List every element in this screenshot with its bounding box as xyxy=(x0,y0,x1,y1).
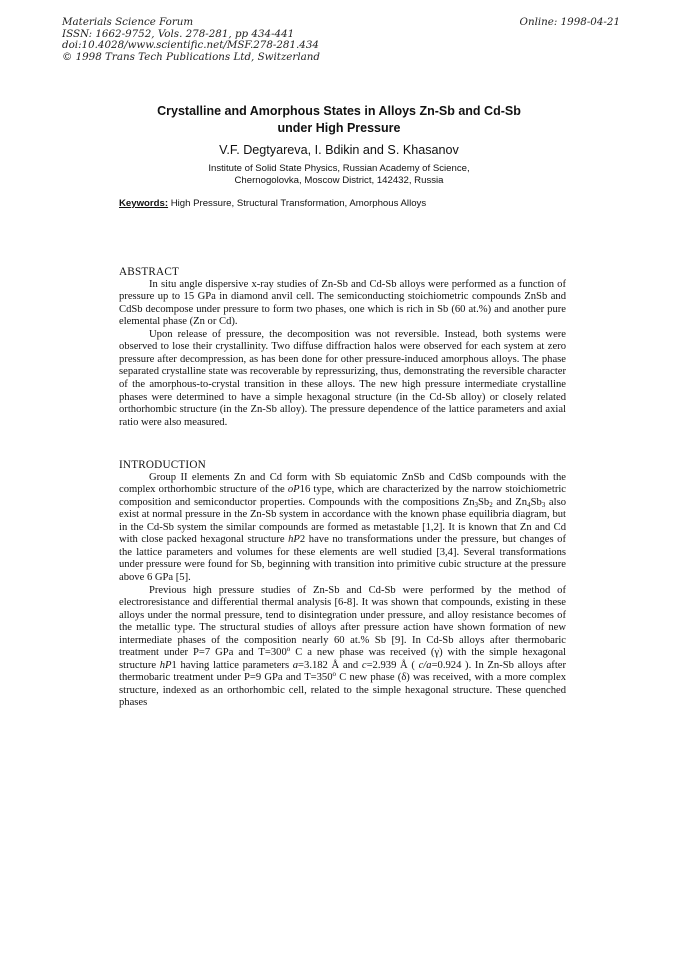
copyright-line: © 1998 Trans Tech Publications Ltd, Switzerland xyxy=(62,50,320,63)
text-run: Group II elements Zn and Cd form with Sb equiatomic ZnSb and CdSb compounds with the complex orthorhombic structure of the xyxy=(119,471,566,496)
text-run: =3.182 Å and xyxy=(298,659,362,671)
doi-line: doi:10.4028/www.scientific.net/MSF.278-281.434 xyxy=(62,39,319,52)
text-run: have no transformations under the pressure, but changes of the lattice parameters and volumes for these elements are well studied [3,4]. Several transformations under pressure were found for Sb, beginning with transition into primitive cubic structure at the pressure above 6 GPa [5]. xyxy=(119,534,566,583)
subscript: 2 xyxy=(489,500,493,509)
lattice-a-symbol: a xyxy=(292,659,299,671)
text-run: C new phase (δ) was received, with a more complex structure, indexed as an orthorhombic cell, related to the simple hexagonal structure. These quenched phases xyxy=(119,672,566,709)
authors: V.F. Degtyareva, I. Bdikin and S. Khasanov xyxy=(219,143,459,157)
introduction-section xyxy=(119,459,566,710)
title-line-2: under High Pressure xyxy=(277,120,401,135)
keywords-label: Keywords: xyxy=(119,198,169,209)
pearson-symbol: hP xyxy=(288,534,300,546)
subscript: 4 xyxy=(527,500,531,509)
title-line-1: Crystalline and Amorphous States in Alloys Zn-Sb and Cd-Sb xyxy=(157,104,521,118)
affiliation-line-1: Institute of Solid State Physics, Russian Academy of Science, xyxy=(208,163,470,174)
text-run: Previous high pressure studies of Zn-Sb and Cd-Sb were performed by the method of electroresistance and differential thermal analysis [6-8]. It was shown that compounds, existing in these alloys under the normal pressure, tend to disintegration under pressure, and alloy resistance becomes of the metallic type. The structural studies of alloys after pressure action have shown formation of new intermediate phases of the composition nearly 60 at.% Sb [9]. In Cd-Sb alloys after thermobaric treatment under P=7 GPa and T=300 xyxy=(119,584,566,659)
paper-title xyxy=(60,103,618,136)
axial-ratio-symbol: c/a xyxy=(418,659,432,671)
abstract-heading: ABSTRACT xyxy=(119,266,180,278)
degree-superscript: o xyxy=(332,670,337,679)
text-run: having lattice parameters xyxy=(176,659,293,671)
text-run: 1 xyxy=(171,659,177,671)
journal-header xyxy=(62,17,320,63)
text-run: Sb xyxy=(478,496,490,508)
text-run: and Zn xyxy=(492,496,528,508)
text-run: Sb xyxy=(530,496,542,508)
pearson-symbol: hP xyxy=(159,659,172,671)
lattice-c-symbol: c xyxy=(361,659,367,671)
affiliation-line-2: Chernogolovka, Moscow District, 142432, Russia xyxy=(234,174,444,186)
online-date: Online: 1998-04-21 xyxy=(519,16,620,28)
text-run: 16 xyxy=(299,484,311,496)
introduction-heading: INTRODUCTION xyxy=(119,459,206,471)
subscript: 3 xyxy=(474,500,478,509)
text-run: =2.939 Å ( xyxy=(366,659,419,671)
text-run: =0.924 ). In Zn-Sb alloys after thermobaric treatment under P=9 GPa and T=350 xyxy=(119,659,566,684)
abstract-paragraph-1: In situ angle dispersive x-ray studies of Zn-Sb and Cd-Sb alloys were performed as a function of pressure up to 15 GPa in diamond anvil cell. The semiconducting stoichiometric compounds ZnSb and CdSb decompose under pressure to form two phases, one which is rich in Sb (60 at.%) and another pure elemental phase (Zn or Cd). xyxy=(119,278,566,328)
introduction-paragraph-2 xyxy=(119,585,566,710)
keywords xyxy=(119,198,426,209)
introduction-paragraph-1 xyxy=(119,472,566,585)
abstract-section xyxy=(119,266,566,429)
text-run: C a new phase was received (γ) with the simple hexagonal structure xyxy=(119,647,566,671)
abstract-paragraph-2: Upon release of pressure, the decomposition was not reversible. Instead, both systems were observed to lose their crystallinity. Two diffuse diffraction halos were observed for each system at zero pressure after decompression, as has been done for other pressure-induced amorphous alloys. The phase separated crystalline state was recoverable by repressurizing, thus, demonstrating the reversible character of the amorphous-to-crystal transition in these alloys. The new high pressure intermediate crystalline phases were determined to have a simple hexagonal structure (in the Cd-Sb alloy) or closely related orthorhombic structure (in the Zn-Sb alloy). The pressure dependence of the lattice parameters and axial ratio were also measured. xyxy=(119,328,566,428)
keywords-text: High Pressure, Structural Transformation, Amorphous Alloys xyxy=(170,198,427,209)
journal-name: Materials Science Forum xyxy=(62,16,194,28)
subscript: 3 xyxy=(541,500,546,509)
degree-superscript: o xyxy=(286,645,291,654)
issn-line: ISSN: 1662-9752, Vols. 278-281, pp 434-441 xyxy=(62,27,295,40)
pearson-symbol: oP xyxy=(287,484,300,496)
text-run: type, which are characterized by the narrow stoichiometric composition and semiconductor properties. Compounds with the compositions Zn xyxy=(119,484,566,508)
affiliation xyxy=(60,163,618,186)
text-run: also exist at normal pressure in the Zn-Sb system in accordance with the known phase equilibria diagram, but in the Cd-Sb system the similar compounds are formed as metastable [1,2]. It is known that Zn and Cd with close packed hexagonal structure xyxy=(119,496,566,546)
text-run: 2 xyxy=(299,534,306,546)
